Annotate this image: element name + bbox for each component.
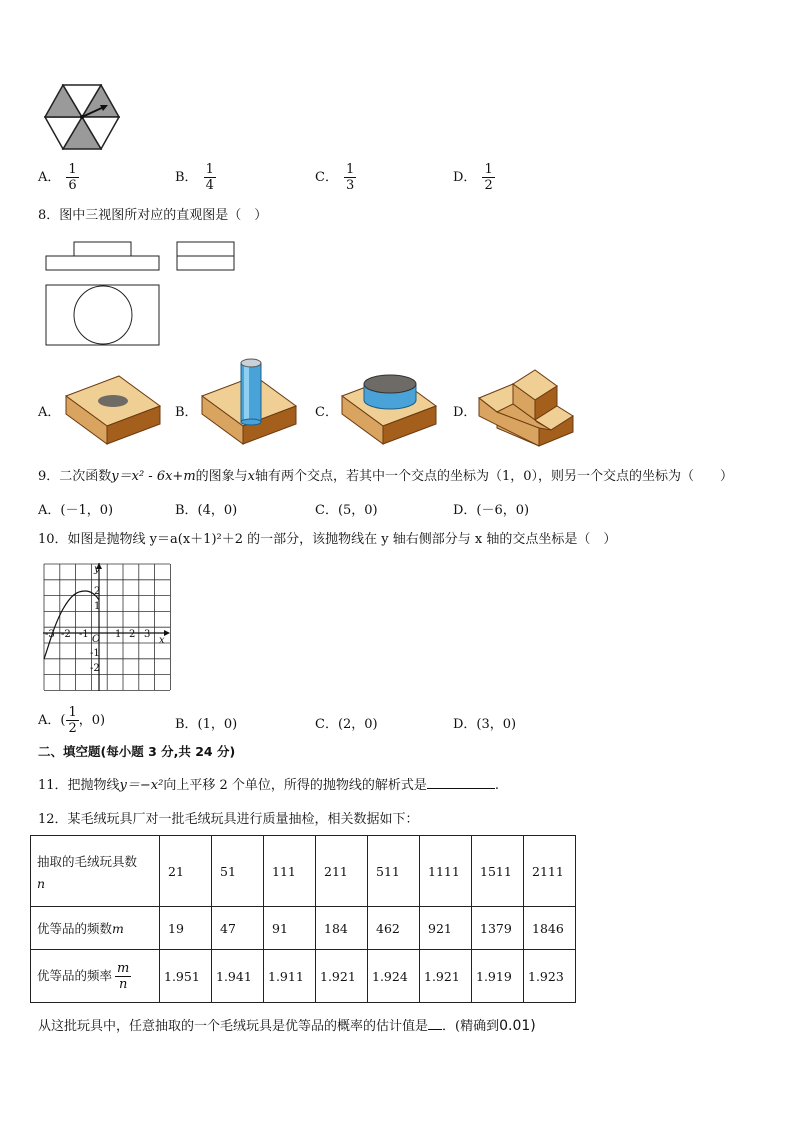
grid-y-tick: 1 bbox=[94, 601, 101, 612]
q10-option-d[interactable]: D．(3，0) bbox=[453, 717, 517, 732]
q8-block-with-tall-cylinder-figure bbox=[200, 356, 298, 446]
parabola-grid-figure bbox=[43, 563, 171, 691]
section-title: 二、填空题(每小题 3 分,共 24 分) bbox=[38, 744, 236, 759]
q10-option-c[interactable]: C．(2，0) bbox=[315, 717, 378, 732]
q8-stepped-block-figure bbox=[477, 368, 575, 448]
q7-option-c[interactable]: C． $\frac{1}{3}$ bbox=[315, 162, 355, 193]
q7-option-a[interactable]: A． $\frac{1}{6}$ bbox=[38, 162, 77, 193]
grid-x-tick: 1 bbox=[115, 629, 122, 640]
grid-origin-label: O bbox=[92, 634, 101, 645]
q8-option-b[interactable]: B． bbox=[175, 405, 198, 420]
q10-option-b[interactable]: B．(1，0) bbox=[175, 717, 238, 732]
grid-x-label: x bbox=[159, 635, 165, 646]
q8-option-c[interactable]: C． bbox=[315, 405, 338, 420]
grid-y-label: y bbox=[94, 564, 100, 575]
hexagon-spinner-figure bbox=[44, 84, 120, 150]
grid-x-tick: -3 bbox=[45, 629, 55, 640]
grid-y-tick: 2 bbox=[94, 586, 101, 597]
q8-stem: 8．图中三视图所对应的直观图是（ ） bbox=[38, 208, 268, 223]
grid-y-tick: -2 bbox=[90, 663, 100, 674]
q9-option-a[interactable]: A．(－1，0) bbox=[38, 503, 114, 518]
q9-option-b[interactable]: B．(4，0) bbox=[175, 503, 238, 518]
three-view-drawing bbox=[44, 240, 239, 348]
row-header: 优等品的频数m bbox=[31, 907, 160, 950]
q8-block-with-disc-figure bbox=[340, 368, 438, 446]
q10-stem: 10．如图是抛物线 y＝a(x＋1)²＋2 的一部分，该抛物线在 y 轴右侧部分与 x 轴的交点坐标是（ ） bbox=[38, 532, 617, 547]
grid-x-tick: 2 bbox=[129, 629, 136, 640]
q12-stem: 12．某毛绒玩具厂对一批毛绒玩具进行质量抽检，相关数据如下： bbox=[38, 812, 419, 827]
table-row: 优等品的频率 $\frac{m}{n}$ 1.951 1.941 1.911 1.921 1.924 1.921 1.919 1.923 bbox=[31, 950, 576, 1003]
q11-answer-blank[interactable] bbox=[427, 776, 495, 789]
grid-x-tick: -2 bbox=[61, 629, 71, 640]
q9-option-d[interactable]: D．(－6，0) bbox=[453, 503, 530, 518]
q7-option-d[interactable]: D． $\frac{1}{2}$ bbox=[453, 162, 493, 193]
grid-y-tick: -1 bbox=[90, 648, 100, 659]
row-header: 优等品的频率 $\frac{m}{n}$ bbox=[31, 950, 160, 1003]
q8-option-a[interactable]: A． bbox=[38, 405, 61, 420]
table-row: 优等品的频数m 19 47 91 184 462 921 1379 1846 bbox=[31, 907, 576, 950]
table-row: 抽取的毛绒玩具数 n 21 51 111 211 511 1111 1511 2111 bbox=[31, 836, 576, 907]
q9-stem: 9．二次函数y＝x² - 6x+m的图象与x轴有两个交点，若其中一个交点的坐标为（1，0），则另一个交点的坐标为（ ） bbox=[38, 469, 734, 484]
grid-x-tick: -1 bbox=[79, 629, 89, 640]
q7-option-b[interactable]: B． $\frac{1}{4}$ bbox=[175, 162, 214, 193]
q12-data-table bbox=[30, 835, 576, 1003]
q9-option-c[interactable]: C．(5，0) bbox=[315, 503, 378, 518]
q8-option-d[interactable]: D． bbox=[453, 405, 477, 420]
q8-block-with-hole-figure bbox=[64, 368, 162, 446]
q10-option-a[interactable]: A．( $\frac{1}{2}$ ，0) bbox=[38, 705, 106, 736]
q12-footer: 从这批玩具中，任意抽取的一个毛绒玩具是优等品的概率的估计值是 ．(精确到0.01) bbox=[38, 1018, 536, 1034]
row-header: 抽取的毛绒玩具数 n bbox=[31, 836, 160, 907]
q11-stem: 11．把抛物线y＝−x²向上平移 2 个单位，所得的抛物线的解析式是 . bbox=[38, 778, 500, 793]
q12-answer-blank[interactable] bbox=[428, 1017, 442, 1030]
grid-x-tick: 3 bbox=[144, 629, 151, 640]
